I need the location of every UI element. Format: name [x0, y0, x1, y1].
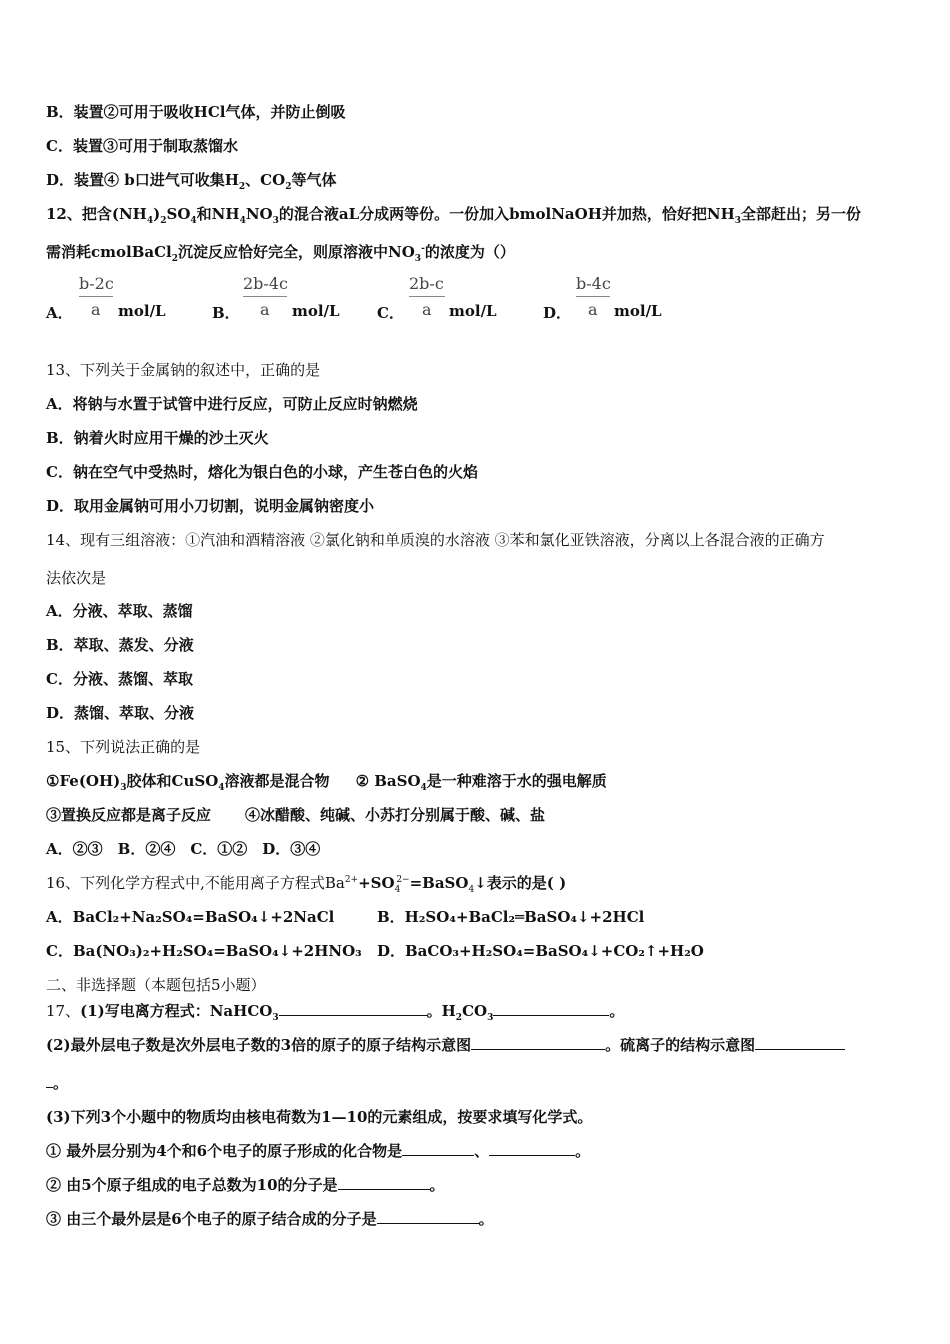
q13-stem: 13、下列关于金属钠的叙述中，正确的是: [46, 361, 321, 379]
q13-option-c: C．钠在空气中受热时，熔化为银白色的小球，产生苍白色的火焰: [46, 463, 478, 481]
q17-part3-stem: (3)下列3个小题中的物质均由核电荷数为1—10的元素组成，按要求填写化学式。: [46, 1108, 593, 1126]
q13-option-d: D．取用金属钠可用小刀切割，说明金属钠密度小: [46, 497, 375, 515]
q16-option-a: A．BaCl₂+Na₂SO₄=BaSO₄↓+2NaCl: [46, 908, 335, 926]
q12-option-d-unit: mol/L: [614, 302, 662, 320]
section-heading: 二、非选择题（本题包括5小题）: [46, 976, 266, 994]
q13-option-a: A．将钠与水置于试管中进行反应，可防止反应时钠燃烧: [46, 395, 418, 413]
q12-option-b-label: B．: [212, 304, 240, 322]
q15-options: A．②③ B．②④ C．①② D．③④: [46, 840, 321, 858]
q14-option-c: C．分液、蒸馏、萃取: [46, 670, 193, 688]
q11-option-d: D．装置④ b口进气可收集$H_2$、$CO_2$等气体: [46, 171, 337, 192]
q17-part3-item2: ② 由5个原子组成的电子总数为10的分子是 。: [46, 1176, 445, 1194]
q15-statements-1-2: $①Fe(OH)_3$胶体和CuSO$_4$溶液都是混合物 ② BaSO$_4$是一种难溶于水的强电解质: [46, 772, 607, 793]
q17-part3-item1: ① 最外层分别为4个和6个电子的原子形成的化合物是 、 。: [46, 1142, 591, 1160]
q11-option-b: B．装置②可用于吸收HCl气体，并防止倒吸: [46, 103, 346, 121]
q14-option-a: A．分液、萃取、蒸馏: [46, 602, 193, 620]
answer-blank[interactable]: [471, 1035, 605, 1050]
q17-part2-continued: 。: [46, 1073, 68, 1093]
q11-option-c: C．装置③可用于制取蒸馏水: [46, 137, 238, 155]
q17-part3-item3: ③ 由三个最外层是6个电子的原子结合成的分子是 。: [46, 1210, 494, 1228]
q12-stem-line2: 需消耗cmolBaCl$_2$沉淀反应恰好完全，则原溶液中$NO_3^-$的浓度为（）: [46, 243, 515, 264]
q13-option-b: B．钠着火时应用干燥的沙土灭火: [46, 429, 269, 447]
answer-blank[interactable]: [46, 1073, 53, 1088]
q14-option-d: D．蒸馏、萃取、分液: [46, 704, 195, 722]
q17-part2: (2)最外层电子数是次外层电子数的3倍的原子的原子结构示意图 。硫离子的结构示意图: [46, 1035, 845, 1055]
q12-option-c-unit: mol/L: [449, 302, 497, 320]
q14-option-b: B．萃取、蒸发、分液: [46, 636, 194, 654]
q12-option-c-label: C．: [377, 304, 404, 322]
q16-option-c: C．Ba(NO₃)₂+H₂SO₄=BaSO₄↓+2HNO₃: [46, 942, 362, 960]
q12-option-a-label: A．: [46, 304, 73, 322]
answer-blank[interactable]: [377, 1209, 479, 1224]
q15-statements-3-4: ③置换反应都是离子反应 ④冰醋酸、纯碱、小苏打分别属于酸、碱、盐: [46, 806, 546, 824]
q15-stem: 15、下列说法正确的是: [46, 738, 201, 756]
q16-option-b: B．H₂SO₄+BaCl₂═BaSO₄↓+2HCl: [377, 908, 645, 926]
q14-stem-line2: 法依次是: [46, 569, 107, 587]
q14-stem-line1: 14、现有三组溶液：①汽油和酒精溶液 ②氯化钠和单质溴的水溶液 ③苯和氯化亚铁溶液，分离以上各混合液的正确方: [46, 531, 825, 549]
q12-option-b-unit: mol/L: [292, 302, 340, 320]
q16-option-d: D．BaCO₃+H₂SO₄=BaSO₄↓+CO₂↑+H₂O: [377, 942, 704, 960]
answer-blank[interactable]: [489, 1141, 575, 1156]
q12-option-d-label: D．: [543, 304, 572, 322]
q12-stem-line1: 12、把含$(NH_4)_2SO_4$和$NH_4NO_3$的混合液aL分成两等份。一份加入bmolNaOH并加热，恰好把$NH_3$全部赶出；另一份: [46, 205, 862, 226]
answer-blank[interactable]: [493, 1001, 609, 1016]
q16-stem: 16、下列化学方程式中,不能用离子方程式$Ba^{2+}+SO_4^{2-}=BaSO_4↓$表示的是( ): [46, 874, 567, 895]
answer-blank[interactable]: [338, 1175, 430, 1190]
answer-blank[interactable]: [755, 1035, 845, 1050]
answer-blank[interactable]: [402, 1141, 474, 1156]
q12-option-a-unit: mol/L: [118, 302, 166, 320]
answer-blank[interactable]: [279, 1001, 427, 1016]
q17-part1: 17、(1)写电离方程式：NaHCO$_3$ 。$H_2CO_3$ 。: [46, 1002, 625, 1023]
